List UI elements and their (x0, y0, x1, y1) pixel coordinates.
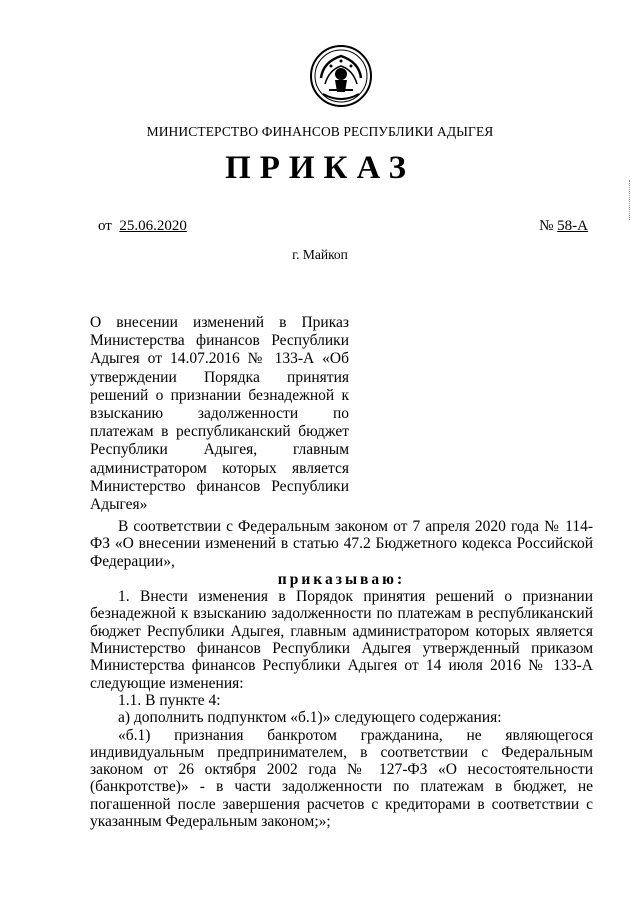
date-value: 25.06.2020 (119, 218, 187, 234)
coat-of-arms-icon (309, 44, 373, 108)
item-b1-paragraph: «б.1) признания банкротом гражданина, не являющегося индивидуальным предпринимателем, в соответствии с Федеральным законом от 26 октября 2002 года № 127-ФЗ «О несостоятельности (банкротстве)» - в части задолженности по платежам в бюджет, не погашенной после завершения расчетов с кредиторами в соответствии с указанным Федеральным законом;»; (90, 726, 593, 831)
preamble-paragraph: В соответствии с Федеральным законом от 7 апреля 2020 года № 114-ФЗ «О внесении изменений в статью 47.2 Бюджетного кодекса Российской Федерации», (90, 518, 593, 570)
item-1-1-paragraph: 1.1. В пункте 4: (118, 691, 221, 709)
document-type-title: ПРИКАЗ (225, 150, 415, 186)
item-1-paragraph: 1. Внести изменения в Порядок принятия решений о признании безнадежной к взысканию задолженности по платежам в республиканский бюджет Республики Адыгея, главным администратором которых является Министерство финансов Республики Адыгея утвержденный приказом Министерства финансов Республики Адыгея от 14 июля 2016 № 133-А следующие изменения: (90, 588, 593, 692)
document-date (98, 218, 187, 235)
document-number (539, 218, 588, 235)
city: г. Майкоп (292, 247, 348, 262)
document-body (90, 518, 593, 830)
document-subject: О внесении изменений в Приказ Министерства финансов Республики Адыгея от 14.07.2016 № 133-А «Об утверждении Порядка принятия решений о признании безнадежной к взысканию задолженности по платежам в республиканский бюджет Республики Адыгея, главным администратором которых является Министерство финансов Республики Адыгея» (90, 314, 349, 514)
number-prefix: № (539, 218, 554, 234)
item-a-paragraph: а) дополнить подпунктом «б.1)» следующего содержания: (118, 709, 502, 727)
scan-margin-mark (629, 180, 634, 220)
ministry-name: МИНИСТЕРСТВО ФИНАНСОВ РЕСПУБЛИКИ АДЫГЕЯ (146, 124, 494, 139)
number-value: 58-А (557, 218, 588, 234)
date-prefix: от (98, 218, 112, 234)
order-word: приказываю: (277, 570, 406, 588)
